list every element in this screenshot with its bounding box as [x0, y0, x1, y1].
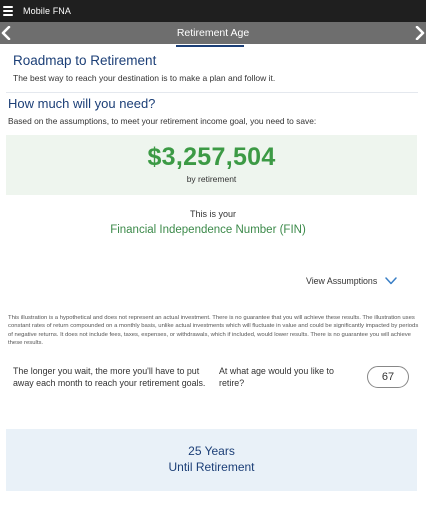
need-title: How much will you need? [8, 96, 156, 111]
hamburger-icon[interactable] [3, 6, 13, 16]
chevron-right-icon[interactable] [412, 25, 426, 41]
active-tab-indicator [176, 45, 244, 47]
view-assumptions-button[interactable] [306, 276, 397, 286]
wait-explanation: The longer you wait, the more you'll have to put away each month to reach your retirement goals. [13, 366, 206, 388]
savings-amount-panel [6, 135, 417, 195]
nav-bar [0, 22, 426, 44]
retirement-age-question: At what age would you like to retire? [219, 366, 334, 388]
need-subtitle: Based on the assumptions, to meet your retirement income goal, you need to save: [8, 116, 317, 126]
nav-title: Retirement Age [176, 27, 250, 39]
chevron-left-icon[interactable] [0, 25, 14, 41]
savings-amount: $3,257,504 [147, 143, 276, 171]
retirement-countdown-panel [6, 429, 417, 491]
roadmap-subtitle: The best way to reach your destination is to make a plan and follow it. [13, 73, 276, 83]
savings-amount-suffix: by retirement [186, 174, 237, 184]
app-title: Mobile FNA [23, 6, 72, 16]
until-retirement-label: Until Retirement [168, 460, 255, 474]
years-to-retirement: 25 Years [188, 444, 235, 458]
fin-name: Financial Independence Number (FIN) [110, 224, 306, 236]
retirement-age-input[interactable] [367, 366, 409, 388]
fin-intro: This is your [189, 209, 236, 219]
roadmap-title: Roadmap to Retirement [13, 53, 157, 68]
chevron-down-icon [385, 277, 397, 285]
view-assumptions-label: View Assumptions [306, 276, 378, 286]
disclaimer-text: This illustration is a hypothetical and does not represent an actual investment. There is no guarantee that you will achieve these results. The illustration uses constant rates of return compounded on a monthly basis, unlike actual investments which will fluctuate in value and could be significantly impacted by periods of negative returns. It does not include fees, taxes, expenses, or withdrawals, which if included, would lower results. There is no guarantee you will achieve these results. [8, 315, 419, 346]
title-bar [0, 0, 426, 22]
roadmap-card [6, 49, 418, 93]
